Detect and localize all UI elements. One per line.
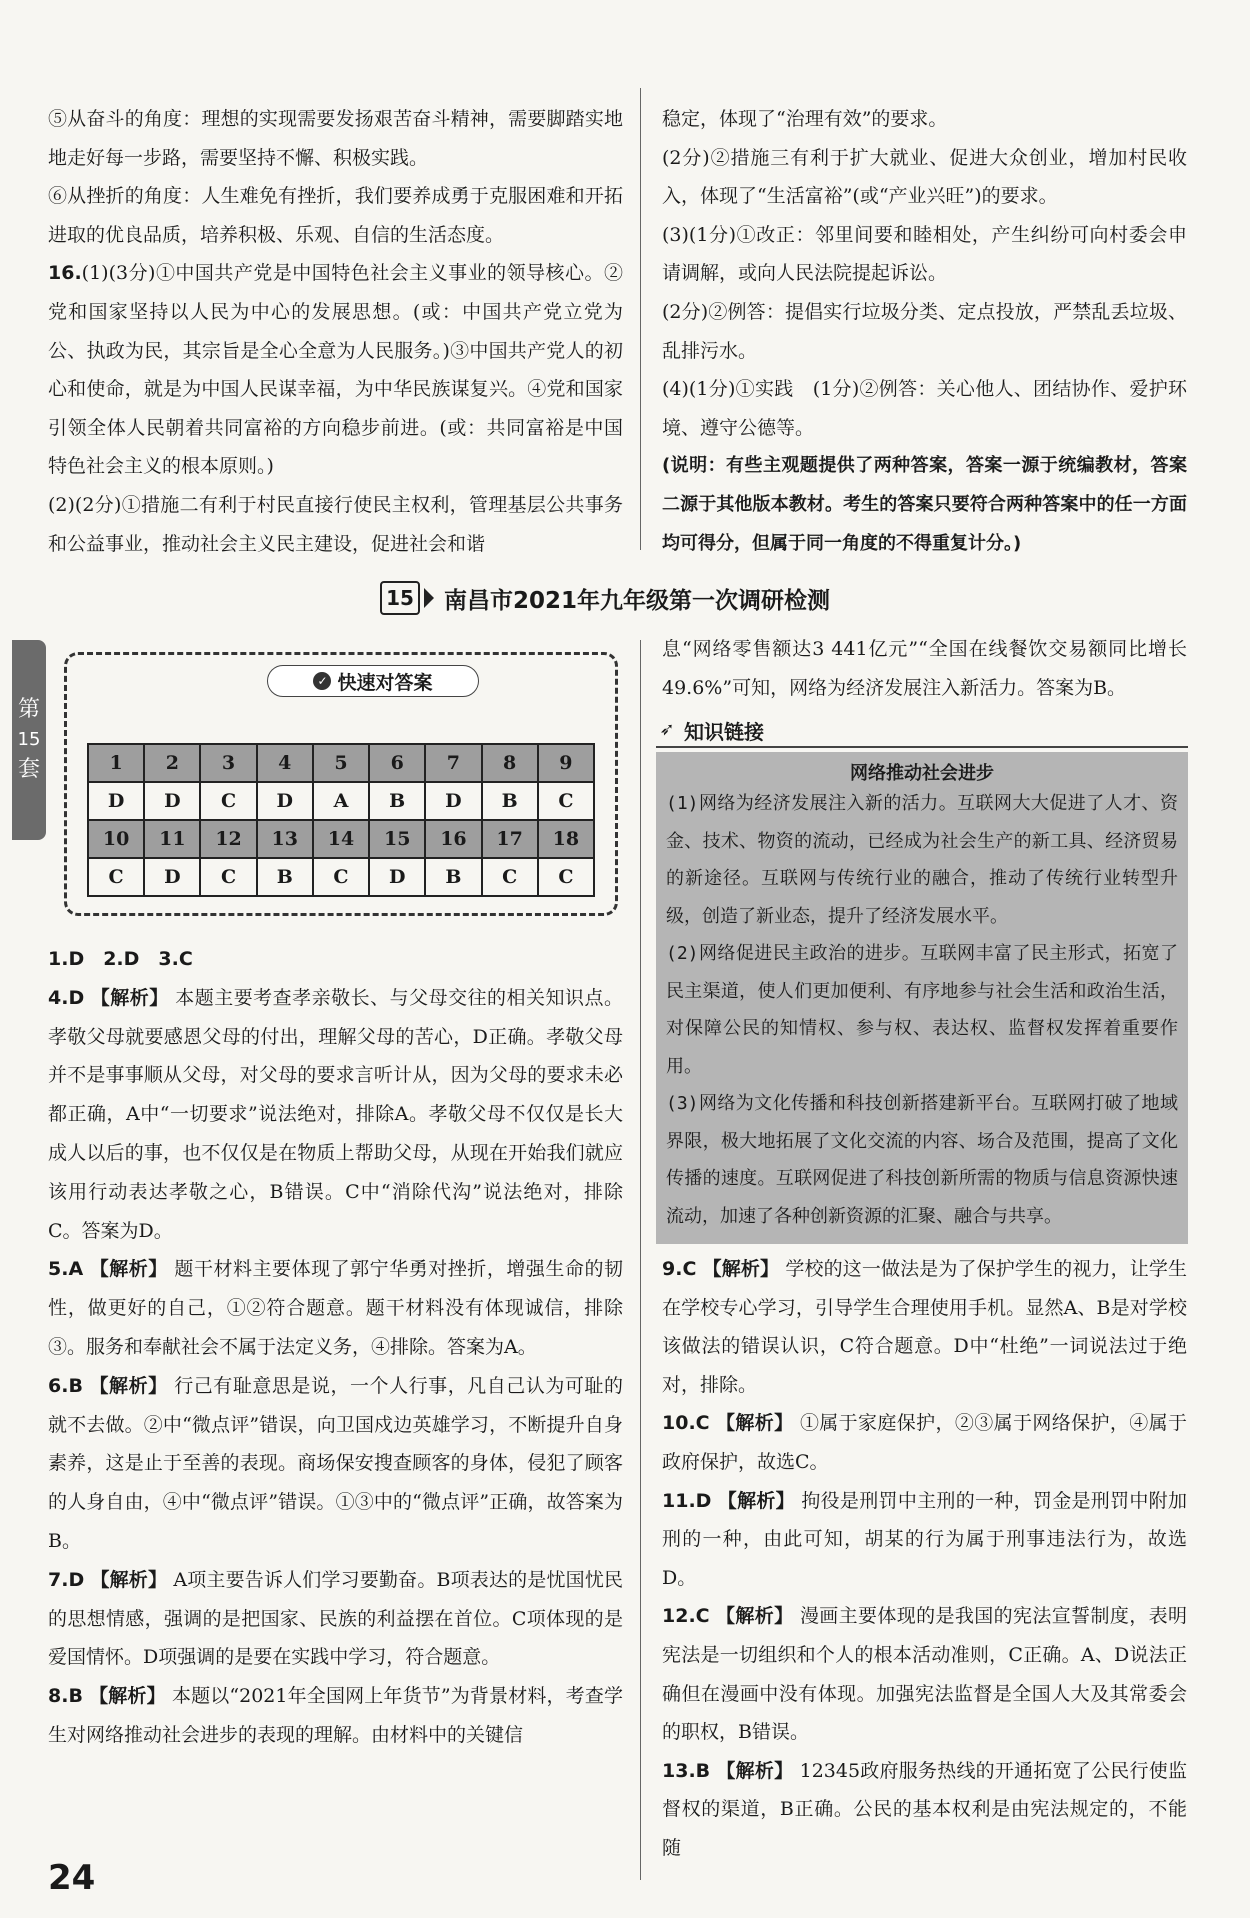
answer-row-letters-1	[88, 782, 594, 820]
q7-tag: 【解析】	[90, 1568, 168, 1591]
section-header	[380, 578, 830, 618]
answer-num: 17	[482, 820, 538, 858]
answer-letter: C	[538, 858, 594, 896]
q6-number: 6.B	[48, 1374, 83, 1397]
right-line-1: (2分)②措施三有利于扩大就业、促进大众创业，增加村民收入，体现了“生活富裕”(或“产业兴旺”)的要求。	[662, 146, 1187, 208]
q4-explanation	[48, 979, 623, 1251]
answer-letter: B	[425, 858, 481, 896]
q9-text: 学校的这一做法是为了保护学生的视力，让学生在学校专心学习，引导学生合理使用手机。显然A、B是对学校该做法的错误认识，C符合题意。D中“杜绝”一词说法过于绝对，排除。	[662, 1258, 1187, 1396]
side-tab	[12, 640, 46, 840]
answer-num: 4	[257, 744, 313, 782]
answer-row-numbers-1	[88, 744, 594, 782]
quick-answer-icon: ✓	[313, 672, 331, 690]
q13-text: 12345政府服务热线的开通拓宽了公民行使监督权的渠道，B正确。公民的基本权利是由宪法规定的，不能随	[662, 1759, 1187, 1859]
answer-num: 16	[425, 820, 481, 858]
q8-number: 8.B	[48, 1685, 83, 1708]
q10-number: 10.C	[662, 1412, 710, 1435]
top-left-column	[48, 100, 623, 563]
answer-letter: C	[482, 858, 538, 896]
quick-answer-box	[64, 652, 618, 916]
right-line-4: (4)(1分)①实践 (1分)②例答：关心他人、团结协作、爱护环境、遵守公德等。	[662, 378, 1187, 439]
q4-text: 本题主要考查孝亲敬长、与父母交往的相关知识点。孝敬父母就要感恩父母的付出，理解父母的苦心，D正确。孝敬父母并不是事事顺从父母，对父母的要求言听计从，因为父母的要求未必都正确，A中“一切要求”说法绝对，排除A。孝敬父母不仅仅是长大成人以后的事，也不仅仅是在物质上帮助父母，从现在开始我们就应该用行动表达孝敬之心，B错误。C中“消除代沟”说法绝对，排除C。答案为D。	[48, 986, 623, 1242]
answer-letter: B	[482, 782, 538, 820]
q9-tag: 【解析】	[702, 1258, 780, 1280]
knowledge-point-3: (3)网络为文化传播和科技创新搭建新平台。互联网打破了地域界限，极大地拓展了文化交流的内容、场合及范围，提高了文化传播的速度。互联网促进了科技创新所需的物质与信息资源快速流动，加速了各种创新资源的汇聚、融合与共享。	[666, 1093, 1178, 1227]
side-tab-line1: 第	[17, 697, 40, 722]
answer-num: 12	[200, 820, 256, 858]
send-arrow-icon: ➶	[659, 719, 675, 740]
q7-text: A项主要告诉人们学习要勤奋。B项表达的是忧国忧民的思想情感，强调的是把国家、民族的利益摆在首位。C项体现的是爱国情怀。D项强调的是要在实践中学习，符合题意。	[48, 1568, 623, 1669]
q13-explanation	[662, 1752, 1187, 1868]
paragraph-struggle: ⑤从奋斗的角度：理想的实现需要发扬艰苦奋斗精神，需要脚踏实地地走好每一步路，需要坚持不懈、积极实践。	[48, 108, 623, 169]
answer-letter: D	[144, 858, 200, 896]
answer-num: 14	[313, 820, 369, 858]
answer-table	[87, 743, 595, 897]
knowledge-point-2: (2)网络促进民主政治的进步。互联网丰富了民主形式，拓宽了民主渠道，使人们更加便利、有序地参与社会生活和政治生活，对保障公民的知情权、参与权、表达权、监督权发挥着重要作用。	[666, 943, 1178, 1077]
bottom-right-top-text	[662, 630, 1187, 707]
page-number: 24	[48, 1858, 96, 1898]
answer-num: 7	[425, 744, 481, 782]
q8-tag: 【解析】	[89, 1685, 166, 1708]
answers-1-3: 1.D 2.D 3.C	[48, 948, 193, 970]
answer-row-letters-2	[88, 858, 594, 896]
q5-tag: 【解析】	[89, 1258, 168, 1281]
answer-num: 3	[200, 744, 256, 782]
q5-explanation	[48, 1250, 623, 1366]
knowledge-box	[656, 752, 1188, 1244]
answer-letter: D	[144, 782, 200, 820]
section-title: 南昌市2021年九年级第一次调研检测	[444, 587, 831, 614]
answer-num: 6	[369, 744, 425, 782]
q12-text: 漫画主要体现的是我国的宪法宣誓制度，表明宪法是一切组织和个人的根本活动准则，C正确。A、D说法正确但在漫画中没有体现。加强宪法监督是全国人大及其常委会的职权，B错误。	[662, 1605, 1187, 1744]
answer-letter: B	[369, 782, 425, 820]
right-line-0: 稳定，体现了“治理有效”的要求。	[662, 108, 948, 130]
note-paragraph: (说明：有些主观题提供了两种答案，答案一源于统编教材，答案二源于其他版本教材。考生的答案只要符合两种答案中的任一方面均可得分，但属于同一角度的不得重复计分。)	[662, 455, 1187, 554]
q4-tag: 【解析】	[90, 986, 169, 1009]
q7-number: 7.D	[48, 1568, 85, 1591]
side-tab-line3: 套	[17, 757, 40, 782]
answer-num: 13	[257, 820, 313, 858]
answer-num: 1	[88, 744, 144, 782]
knowledge-link-title: 知识链接	[684, 719, 764, 744]
q12-explanation	[662, 1597, 1187, 1751]
right-line-3: (2分)②例答：提倡实行垃圾分类、定点投放，严禁乱丢垃圾、乱排污水。	[662, 300, 1187, 362]
q6-text: 行己有耻意思是说，一个人行事，凡自己认为可耻的就不去做。②中“微点评”错误，向卫国戍边英雄学习，不断提升自身素养，这是止于至善的表现。商场保安搜查顾客的身体，侵犯了顾客的人身自由，④中“微点评”错误。①③中的“微点评”正确，故答案为B。	[48, 1374, 623, 1552]
q12-tag: 【解析】	[716, 1605, 794, 1628]
answer-letter: C	[200, 858, 256, 896]
column-divider-bottom	[640, 640, 641, 1880]
q16-part1-text: (1)(3分)①中国共产党是中国特色社会主义事业的领导核心。②党和国家坚持以人民为中心的发展思想。(或：中国共产党立党为公、执政为民，其宗旨是全心全意为人民服务。)③中国共产党人的初心和使命，就是为中国人民谋幸福，为中华民族谋复兴。④党和国家引领全体人民朝着共同富裕的方向稳步前进。(或：共同富裕是中国特色社会主义的根本原则。)	[48, 262, 623, 478]
answer-num: 15	[369, 820, 425, 858]
answer-letter: D	[369, 858, 425, 896]
q11-explanation	[662, 1482, 1187, 1598]
q13-tag: 【解析】	[716, 1759, 794, 1782]
answer-letter: C	[88, 858, 144, 896]
q4-number: 4.D	[48, 986, 85, 1009]
answer-num: 18	[538, 820, 594, 858]
q6-tag: 【解析】	[89, 1374, 168, 1397]
answer-letter: C	[313, 858, 369, 896]
knowledge-box-title: 网络推动社会进步	[850, 763, 994, 784]
q16-part1	[48, 254, 623, 486]
q11-text: 拘役是刑罚中主刑的一种，罚金是刑罚中附加刑的一种，由此可知，胡某的行为属于刑事违法行为，故选D。	[662, 1489, 1187, 1589]
q8-explanation	[48, 1677, 623, 1755]
q13-number: 13.B	[662, 1759, 711, 1782]
q16-part2: (2)(2分)①措施二有利于村民直接行使民主权利，管理基层公共事务和公益事业，推动社会主义民主建设，促进社会和谐	[48, 493, 623, 555]
q11-tag: 【解析】	[717, 1489, 795, 1512]
q11-number: 11.D	[662, 1489, 712, 1512]
section-number: 15	[380, 581, 420, 615]
answer-num: 2	[144, 744, 200, 782]
bottom-right-column	[662, 1250, 1187, 1868]
answer-num: 8	[482, 744, 538, 782]
answer-num: 11	[144, 820, 200, 858]
q8-text: 本题以“2021年全国网上年货节”为背景材料，考查学生对网络推动社会进步的表现的理解。由材料中的关键信	[48, 1685, 623, 1746]
q8-continuation: 息“网络零售额达3 441亿元”“全国在线餐饮交易额同比增长49.6%”可知，网络为经济发展注入新活力。答案为B。	[662, 638, 1187, 699]
answer-letter: D	[425, 782, 481, 820]
paragraph-setback: ⑥从挫折的角度：人生难免有挫折，我们要养成勇于克服困难和开拓进取的优良品质，培养积极、乐观、自信的生活态度。	[48, 185, 623, 246]
q16-number: 16.	[48, 262, 82, 285]
bottom-left-column	[48, 940, 623, 1755]
column-divider-top	[640, 88, 641, 550]
section-arrow-icon	[424, 588, 434, 608]
answer-letter: C	[538, 782, 594, 820]
right-line-2: (3)(1分)①改正：邻里间要和睦相处，产生纠纷可向村委会申请调解，或向人民法院提起诉讼。	[662, 223, 1187, 285]
answer-letter: B	[257, 858, 313, 896]
answer-letter: D	[257, 782, 313, 820]
q10-tag: 【解析】	[716, 1412, 794, 1435]
side-tab-line2: 15	[17, 729, 41, 750]
q5-number: 5.A	[48, 1258, 84, 1281]
q12-number: 12.C	[662, 1605, 710, 1628]
answer-num: 5	[313, 744, 369, 782]
q5-text: 题干材料主要体现了郭宁华勇对挫折，增强生命的韧性，做更好的自己，①②符合题意。题干材料没有体现诚信，排除③。服务和奉献社会不属于法定义务，④排除。答案为A。	[48, 1258, 623, 1358]
answer-letter: D	[88, 782, 144, 820]
quick-answer-title-pill	[267, 665, 479, 697]
q7-explanation	[48, 1561, 623, 1677]
knowledge-link-header	[656, 714, 1188, 748]
top-right-column	[662, 100, 1187, 563]
q10-explanation	[662, 1404, 1187, 1481]
answer-num: 9	[538, 744, 594, 782]
q9-number: 9.C	[662, 1258, 697, 1280]
quick-answer-title: 快速对答案	[337, 671, 433, 694]
answer-letter: A	[313, 782, 369, 820]
q10-text: ①属于家庭保护，②③属于网络保护，④属于政府保护，故选C。	[662, 1412, 1187, 1473]
answer-letter: C	[200, 782, 256, 820]
knowledge-point-1: (1)网络为经济发展注入新的活力。互联网大大促进了人才、资金、技术、物资的流动，已经成为社会生产的新工具、经济贸易的新途径。互联网与传统行业的融合，推动了传统行业转型升级，创造了新业态，提升了经济发展水平。	[666, 793, 1178, 927]
answer-num: 10	[88, 820, 144, 858]
answer-row-numbers-2	[88, 820, 594, 858]
q6-explanation	[48, 1367, 623, 1561]
q9-explanation	[662, 1250, 1187, 1404]
